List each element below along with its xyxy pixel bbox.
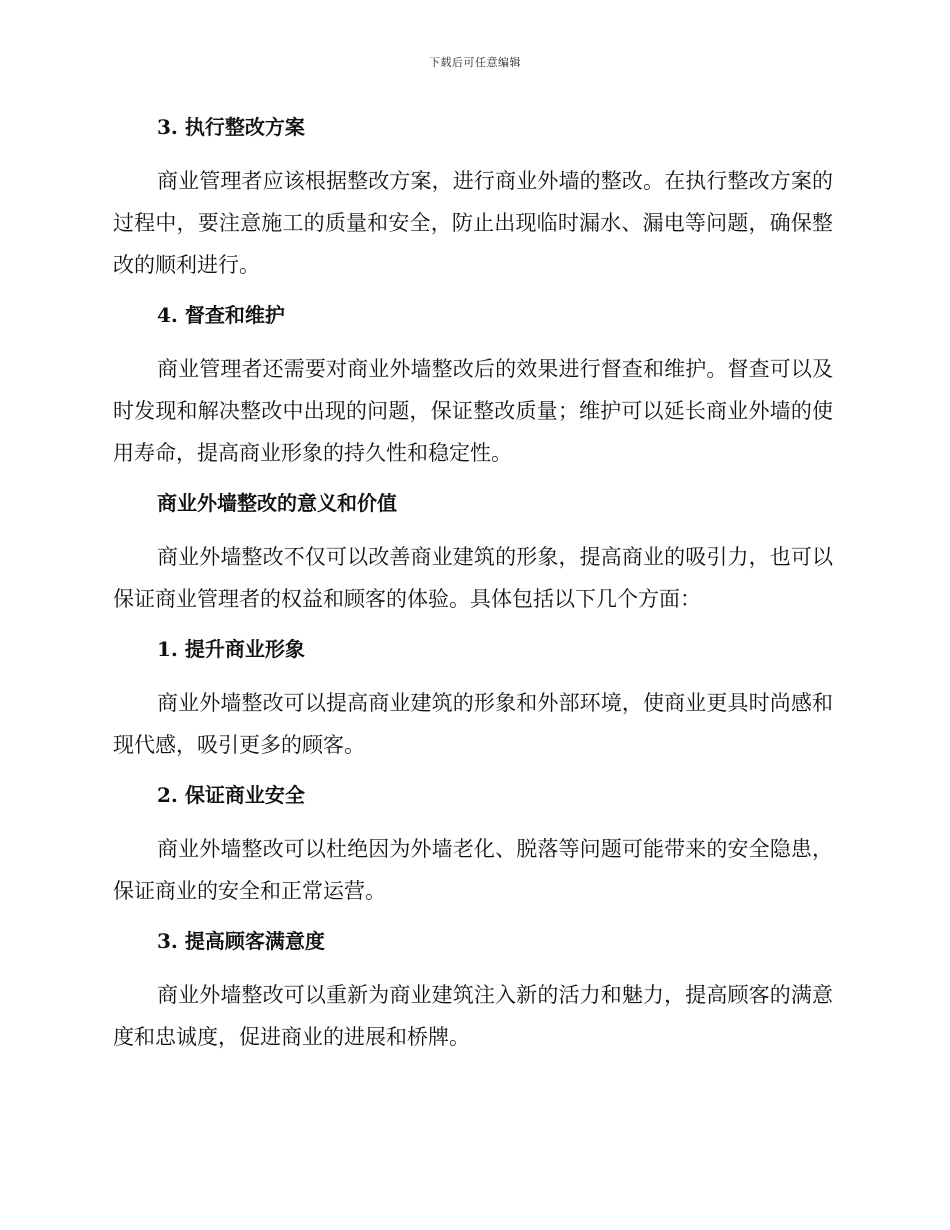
document-body xyxy=(113,110,833,1070)
section-paragraph-significance: 商业外墙整改不仅可以改善商业建筑的形象，提高商业的吸引力，也可以保证商业管理者的权益和顾客的体验。具体包括以下几个方面： xyxy=(113,545,833,611)
section-paragraph-customer-satisfaction: 商业外墙整改可以重新为商业建筑注入新的活力和魅力，提高顾客的满意度和忠诚度，促进商业的进展和桥牌。 xyxy=(113,983,833,1049)
section-heading-significance: 商业外墙整改的意义和价值 xyxy=(157,491,397,515)
section-heading-execute-plan: 3. 执行整改方案 xyxy=(157,115,305,139)
section-heading-supervise-maintain: 4. 督查和维护 xyxy=(157,303,285,327)
section-paragraph-ensure-safety: 商业外墙整改可以杜绝因为外墙老化、脱落等问题可能带来的安全隐患，保证商业的安全和正常运营。 xyxy=(113,837,833,903)
section-paragraph-execute-plan: 商业管理者应该根据整改方案，进行商业外墙的整改。在执行整改方案的过程中，要注意施工的质量和安全，防止出现临时漏水、漏电等问题，确保整改的顺利进行。 xyxy=(113,169,833,277)
section-paragraph-supervise-maintain: 商业管理者还需要对商业外墙整改后的效果进行督查和维护。督查可以及时发现和解决整改中出现的问题，保证整改质量；维护可以延长商业外墙的使用寿命，提高商业形象的持久性和稳定性。 xyxy=(113,357,833,465)
section-heading-customer-satisfaction: 3. 提高顾客满意度 xyxy=(157,929,325,953)
section-heading-ensure-safety: 2. 保证商业安全 xyxy=(157,783,305,807)
page-header: 下载后可任意编辑 xyxy=(429,56,521,69)
section-paragraph-improve-image: 商业外墙整改可以提高商业建筑的形象和外部环境，使商业更具时尚感和现代感，吸引更多的顾客。 xyxy=(113,691,833,757)
section-heading-improve-image: 1. 提升商业形象 xyxy=(157,637,305,661)
